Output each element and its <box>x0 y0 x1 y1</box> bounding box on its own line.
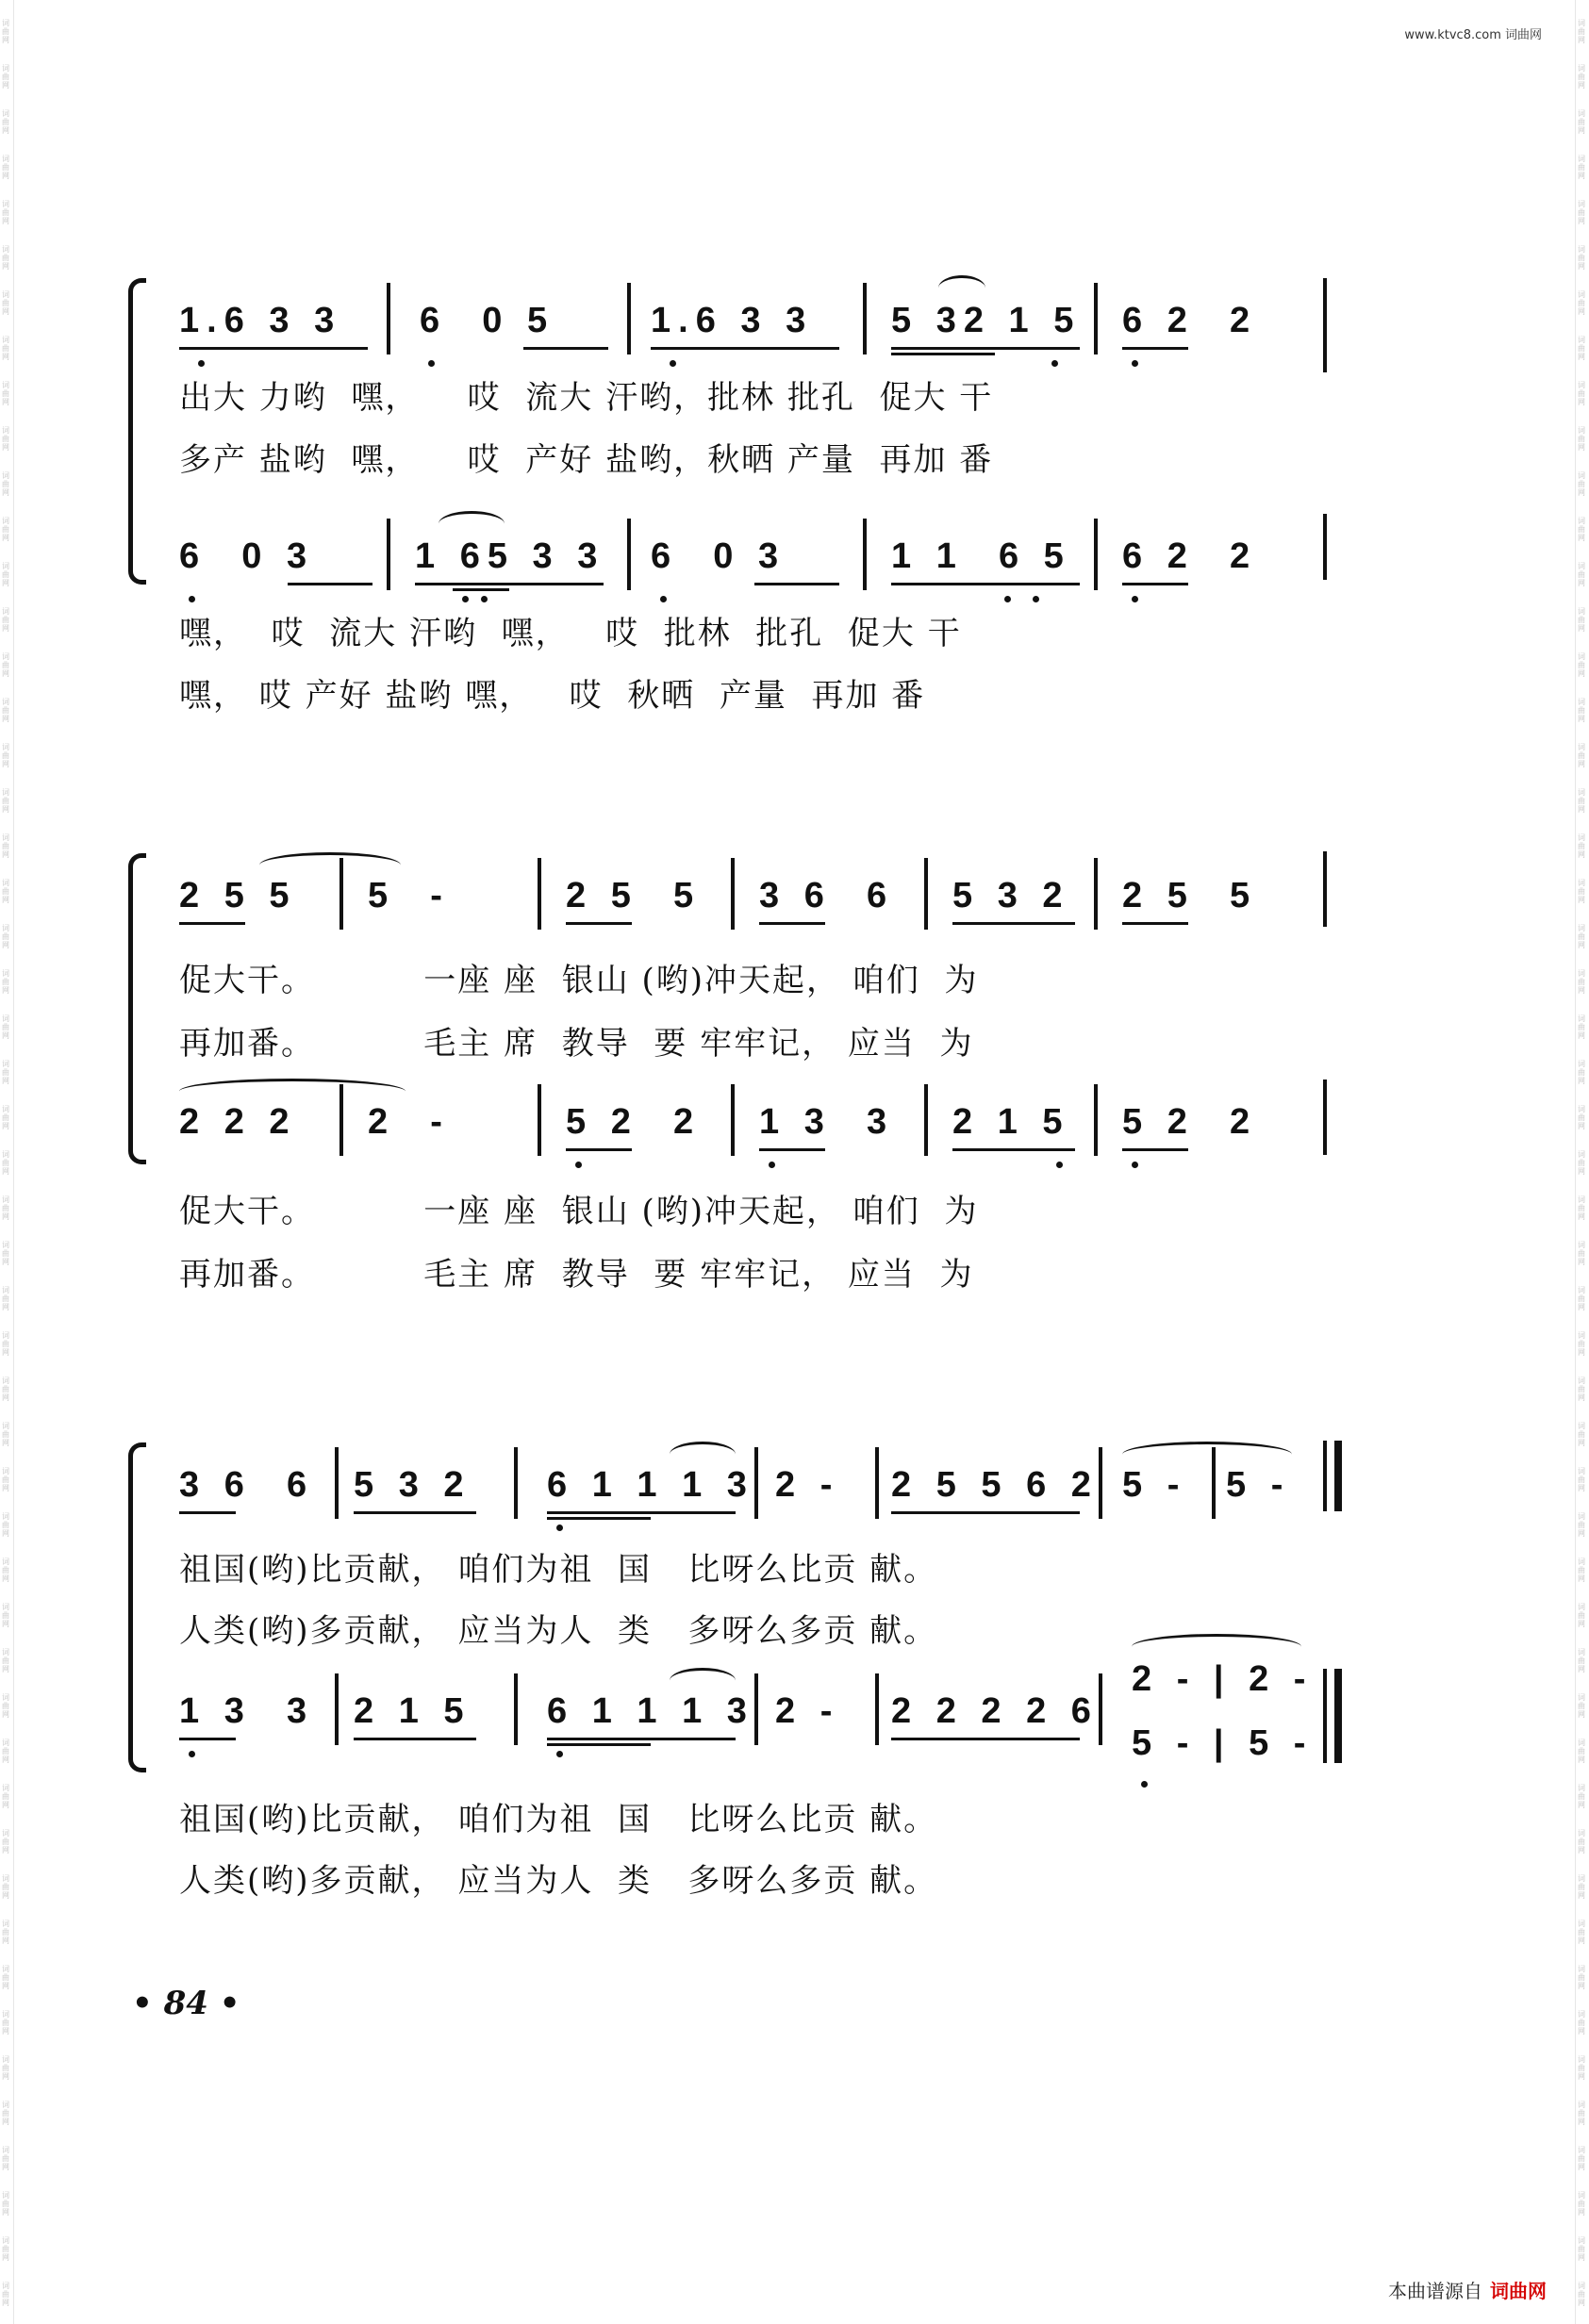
measure: 5 32 1 5 <box>891 301 1082 340</box>
beam-underline <box>566 1148 632 1151</box>
beam-underline <box>547 1517 651 1520</box>
measure: 6 2 2 <box>1122 536 1258 576</box>
source-footer <box>1388 2276 1547 2303</box>
barline <box>538 1084 541 1156</box>
watermark-text: 词曲网 <box>1578 1829 1585 1854</box>
measure: 2 1 5 <box>952 1102 1070 1142</box>
voice1-lyric-line-2: 再加番。 毛主 席 教导 要 牢牢记， 应当 为 <box>179 1025 974 1063</box>
watermark-text: 词曲网 <box>1578 1874 1585 1900</box>
lower-octave-dot <box>575 1162 582 1168</box>
watermark-text: 词曲网 <box>2 607 9 633</box>
watermark-text: 词曲网 <box>2 1829 9 1854</box>
beam-underline <box>1122 922 1188 925</box>
voice2-lyric-line-2: 人类(哟)多贡献， 应当为人 类 多呀么多贡 献。 <box>179 1862 938 1900</box>
beam-underline <box>179 347 368 350</box>
measure: 1.6 3 3 <box>179 301 342 340</box>
beam-underline <box>1122 583 1188 585</box>
voice2-lyric-line-2: 嘿， 哎 产好 盐哟 嘿， 哎 秋晒 产量 再加 番 <box>179 677 926 715</box>
barline <box>875 1673 879 1745</box>
measure: 2 1 5 <box>354 1691 472 1731</box>
watermark-text: 词曲网 <box>2 2236 9 2262</box>
beam-underline <box>547 1743 651 1746</box>
barline <box>514 1673 518 1745</box>
measure: 6 1 1 1 3 <box>547 1465 754 1505</box>
lower-octave-dot <box>1132 1162 1138 1168</box>
watermark-text: 词曲网 <box>2 517 9 542</box>
lower-octave-dot <box>1141 1781 1148 1788</box>
watermark-text: 词曲网 <box>1578 1512 1585 1538</box>
barline <box>731 1084 735 1156</box>
watermark-text: 词曲网 <box>2 2055 9 2081</box>
watermark-text: 词曲网 <box>1578 607 1585 633</box>
barline <box>514 1447 518 1519</box>
score-system-2 <box>151 825 1349 1315</box>
watermark-text: 词曲网 <box>2 290 9 316</box>
barline <box>731 858 735 930</box>
voice1-lyric-line-1: 祖国(哟)比贡献， 咱们为祖 国 比呀么比贡 献。 <box>179 1551 938 1589</box>
watermark-text: 词曲网 <box>2 1105 9 1130</box>
watermark-text: 词曲网 <box>1578 2236 1585 2262</box>
watermark-text: 词曲网 <box>1578 2146 1585 2171</box>
site-url: www.ktvc8.com 词曲网 <box>1404 28 1542 42</box>
watermark-text: 词曲网 <box>1578 2010 1585 2036</box>
watermark-text: 词曲网 <box>2 969 9 995</box>
watermark-text: 词曲网 <box>1578 2282 1585 2307</box>
beam-underline <box>1122 347 1188 350</box>
watermark-text: 词曲网 <box>2 698 9 723</box>
voice1-notation <box>151 1457 1349 1513</box>
lower-octave-dot <box>556 1751 563 1757</box>
watermark-text: 词曲网 <box>1578 1920 1585 1945</box>
beam-underline <box>566 922 632 925</box>
measure: 5 2 2 <box>1122 1102 1258 1142</box>
voice1-lyric-line-1: 出大 力哟 嘿， 哎 流大 汗哟，批林 批孔 促大 干 <box>179 379 994 417</box>
measure: 1 1 6 5 <box>891 536 1071 576</box>
beam-underline <box>523 347 608 350</box>
barline <box>754 1673 758 1745</box>
watermark-text: 词曲网 <box>2 1150 9 1176</box>
beam-underline <box>651 347 839 350</box>
lower-octave-dot <box>1051 360 1058 367</box>
voice2-lyric-line-2: 再加番。 毛主 席 教导 要 牢牢记， 应当 为 <box>179 1256 974 1294</box>
voice2-lyric-line-1: 祖国(哟)比贡献， 咱们为祖 国 比呀么比贡 献。 <box>179 1801 938 1838</box>
watermark-text: 词曲网 <box>2 381 9 406</box>
lower-octave-dot <box>1033 596 1039 602</box>
measure: 2 - <box>368 1102 450 1142</box>
measure: 3 6 6 <box>759 876 895 915</box>
beam-underline <box>754 583 839 585</box>
barline <box>863 283 867 354</box>
watermark-text: 词曲网 <box>2 1014 9 1040</box>
lower-octave-dot <box>189 596 195 602</box>
watermark-text: 词曲网 <box>2 2010 9 2036</box>
measure: 6 1 1 1 3 <box>547 1691 754 1731</box>
watermark-text: 词曲网 <box>1578 969 1585 995</box>
watermark-text: 词曲网 <box>1578 1014 1585 1040</box>
measure: 5 - <box>1226 1465 1291 1505</box>
watermark-text: 词曲网 <box>1578 1739 1585 1764</box>
beam-underline <box>1122 1148 1188 1151</box>
watermark-text: 词曲网 <box>1578 1150 1585 1176</box>
voice2-notation <box>151 1659 1349 1763</box>
beam-underline <box>891 1738 1080 1740</box>
watermark-text: 词曲网 <box>2 2101 9 2126</box>
watermark-text: 词曲网 <box>1578 109 1585 135</box>
watermark-text: 词曲网 <box>1578 652 1585 678</box>
measure: 1 3 3 <box>759 1102 895 1142</box>
watermark-text: 词曲网 <box>1578 1965 1585 1990</box>
watermark-text: 词曲网 <box>2 109 9 135</box>
source-footer-brand[interactable]: 词曲网 <box>1490 2280 1547 2302</box>
barline <box>387 283 390 354</box>
measure: 2 - <box>775 1465 840 1505</box>
measure: 2 5 5 6 2 <box>891 1465 1099 1505</box>
watermark-text: 词曲网 <box>2 2191 9 2217</box>
beam-underline <box>891 1511 1080 1514</box>
watermark-text: 词曲网 <box>2 1331 9 1357</box>
watermark-text: 词曲网 <box>2 1241 9 1266</box>
watermark-text: 词曲网 <box>2 1784 9 1809</box>
lower-octave-dot <box>556 1525 563 1531</box>
measure: 3 6 6 <box>179 1465 315 1505</box>
watermark-text: 词曲网 <box>2 1920 9 1945</box>
watermark-text: 词曲网 <box>1578 1422 1585 1447</box>
barline <box>875 1447 879 1519</box>
watermark-text: 词曲网 <box>2 336 9 361</box>
barline <box>863 519 867 590</box>
watermark-text: 词曲网 <box>2 788 9 814</box>
watermark-text: 词曲网 <box>1578 698 1585 723</box>
barline <box>335 1447 339 1519</box>
lower-octave-dot <box>1004 596 1011 602</box>
barline <box>924 1084 928 1156</box>
voice1-notation <box>151 292 1349 349</box>
measure: 6 0 3 <box>651 536 786 576</box>
barline <box>1094 283 1098 354</box>
slur <box>259 852 401 878</box>
beam-underline <box>952 922 1075 925</box>
watermark-text: 词曲网 <box>1578 517 1585 542</box>
voice2-lyric-line-1: 嘿， 哎 流大 汗哟 嘿， 哎 批林 批孔 促大 干 <box>179 615 962 652</box>
measure: 2 2 2 <box>179 1102 297 1142</box>
watermark-text: 词曲网 <box>2 1512 9 1538</box>
system-brace <box>128 1442 146 1772</box>
watermark-text: 词曲网 <box>2 64 9 90</box>
slur <box>179 1079 406 1104</box>
watermark-text: 词曲网 <box>2 743 9 768</box>
watermark-text: 词曲网 <box>2 426 9 452</box>
watermark-text: 词曲网 <box>2 1648 9 1673</box>
beam-underline <box>891 353 995 355</box>
watermark-text: 词曲网 <box>1578 879 1585 904</box>
lower-octave-dot <box>1056 1162 1063 1168</box>
barline <box>924 858 928 930</box>
watermark-text: 词曲网 <box>1578 426 1585 452</box>
slur <box>1132 1634 1301 1659</box>
watermark-text: 词曲网 <box>1578 2055 1585 2081</box>
watermark-text: 词曲网 <box>1578 743 1585 768</box>
measure: 1 65 3 3 <box>415 536 605 576</box>
lower-octave-dot <box>189 1751 195 1757</box>
watermark-text: 词曲网 <box>1578 1558 1585 1583</box>
barline <box>627 283 631 354</box>
measure: 6 0 3 <box>179 536 315 576</box>
voice2-notation <box>151 1094 1349 1150</box>
slur <box>439 511 505 536</box>
lower-octave-dot <box>198 360 205 367</box>
watermark-text: 词曲网 <box>1578 1286 1585 1311</box>
voice1-lyric-line-1: 促大干。 一座 座 银山 (哟)冲天起， 咱们 为 <box>179 962 979 999</box>
barline <box>1094 519 1098 590</box>
score-system-3 <box>151 1414 1349 1942</box>
lower-octave-dot <box>670 360 676 367</box>
voice1-lyric-line-2: 人类(哟)多贡献， 应当为人 类 多呀么多贡 献。 <box>179 1612 938 1650</box>
watermark-text: 词曲网 <box>1578 471 1585 497</box>
barline <box>1099 1673 1102 1745</box>
measure: 2 5 5 <box>566 876 702 915</box>
watermark-text: 词曲网 <box>1578 245 1585 271</box>
watermark-text: 词曲网 <box>1578 2191 1585 2217</box>
beam-underline <box>952 1148 1075 1151</box>
lower-octave-dot <box>1132 360 1138 367</box>
measure: 6 0 5 <box>420 301 555 340</box>
measure: 2 5 5 <box>1122 876 1258 915</box>
lower-octave-dot <box>769 1162 775 1168</box>
voice2-lyric-line-1: 促大干。 一座 座 银山 (哟)冲天起， 咱们 为 <box>179 1193 979 1230</box>
watermark-text: 词曲网 <box>1578 1241 1585 1266</box>
watermark-text: 词曲网 <box>1578 1195 1585 1221</box>
barline <box>1094 1084 1098 1156</box>
slur <box>670 1668 736 1693</box>
measure: 5 2 2 <box>566 1102 702 1142</box>
watermark-text: 词曲网 <box>2 1558 9 1583</box>
lower-octave-dot <box>660 596 667 602</box>
lower-octave-dot <box>462 596 469 602</box>
watermark-text: 词曲网 <box>2 200 9 225</box>
beam-underline <box>759 922 825 925</box>
beam-underline <box>453 588 509 591</box>
watermark-text: 词曲网 <box>1578 1784 1585 1809</box>
watermark-text: 词曲网 <box>1578 924 1585 949</box>
beam-underline <box>891 347 1080 350</box>
watermark-text: 词曲网 <box>1578 64 1585 90</box>
lower-octave-dot <box>428 360 435 367</box>
beam-underline <box>354 1738 476 1740</box>
barline <box>387 519 390 590</box>
watermark-text: 词曲网 <box>1578 155 1585 180</box>
voice2-notation <box>151 528 1349 585</box>
watermark-text: 词曲网 <box>2 245 9 271</box>
watermark-text: 词曲网 <box>1578 1693 1585 1719</box>
measure: 5 3 2 <box>354 1465 472 1505</box>
watermark-text: 词曲网 <box>2 562 9 587</box>
beam-underline <box>891 583 1080 585</box>
page-number: • 84 • <box>132 1985 240 2022</box>
beam-underline <box>179 922 245 925</box>
watermark-text: 词曲网 <box>1578 1060 1585 1085</box>
watermark-text: 词曲网 <box>1578 1376 1585 1402</box>
lower-octave-dot <box>1132 596 1138 602</box>
barline <box>1099 1447 1102 1519</box>
watermark-text: 词曲网 <box>2 1739 9 1764</box>
beam-underline <box>179 1738 236 1740</box>
watermark-text: 词曲网 <box>1578 562 1585 587</box>
watermark-text: 词曲网 <box>1578 19 1585 44</box>
watermark-text: 词曲网 <box>1578 336 1585 361</box>
barline <box>1094 858 1098 930</box>
watermark-text: 词曲网 <box>2 19 9 44</box>
watermark-text: 词曲网 <box>1578 833 1585 859</box>
watermark-text: 词曲网 <box>2 1376 9 1402</box>
slur <box>670 1442 736 1467</box>
watermark-text: 词曲网 <box>1578 290 1585 316</box>
measure: 2 - | 2 - <box>1132 1659 1314 1699</box>
watermark-text: 词曲网 <box>2 1965 9 1990</box>
watermark-text: 词曲网 <box>2 879 9 904</box>
voice1-notation <box>151 867 1349 924</box>
watermark-text: 词曲网 <box>1578 2101 1585 2126</box>
watermark-text: 词曲网 <box>2 1286 9 1311</box>
score-system-1 <box>151 259 1349 731</box>
watermark-text: 词曲网 <box>2 1693 9 1719</box>
watermark-text: 词曲网 <box>2 1060 9 1085</box>
watermark-text: 词曲网 <box>2 155 9 180</box>
right-watermark-strip <box>1575 0 1589 2324</box>
measure: 1 3 3 <box>179 1691 315 1731</box>
measure: 5 - <box>368 876 450 915</box>
slur <box>938 275 985 301</box>
watermark-text: 词曲网 <box>2 2282 9 2307</box>
system-brace <box>128 853 146 1164</box>
beam-underline <box>547 1738 736 1740</box>
source-footer-prefix: 本曲谱源自 <box>1388 2280 1482 2302</box>
measure: 5 3 2 <box>952 876 1070 915</box>
measure: 2 - <box>775 1691 840 1731</box>
measure: 5 - | 5 - <box>1132 1723 1314 1763</box>
barline <box>538 858 541 930</box>
watermark-text: 词曲网 <box>2 1195 9 1221</box>
watermark-text: 词曲网 <box>2 1874 9 1900</box>
watermark-text: 词曲网 <box>2 833 9 859</box>
measure: 6 2 2 <box>1122 301 1258 340</box>
beam-underline <box>179 1511 236 1514</box>
measure: 5 - <box>1122 1465 1187 1505</box>
beam-underline <box>288 583 372 585</box>
beam-underline <box>354 1511 476 1514</box>
watermark-text: 词曲网 <box>1578 1105 1585 1130</box>
left-watermark-strip <box>0 0 14 2324</box>
measure: 1.6 3 3 <box>651 301 814 340</box>
system-brace <box>128 278 146 585</box>
lower-octave-dot <box>481 596 488 602</box>
watermark-text: 词曲网 <box>2 1603 9 1628</box>
watermark-text: 词曲网 <box>2 652 9 678</box>
watermark-text: 词曲网 <box>1578 1467 1585 1492</box>
beam-underline <box>547 1511 736 1514</box>
beam-underline <box>415 583 604 585</box>
measure: 2 5 5 <box>179 876 297 915</box>
watermark-text: 词曲网 <box>2 2146 9 2171</box>
voice1-lyric-line-2: 多产 盐哟 嘿， 哎 产好 盐哟，秋晒 产量 再加 番 <box>179 441 994 479</box>
slur <box>1122 1442 1292 1467</box>
barline <box>754 1447 758 1519</box>
barline <box>627 519 631 590</box>
watermark-text: 词曲网 <box>1578 1603 1585 1628</box>
watermark-text: 词曲网 <box>2 471 9 497</box>
barline <box>335 1673 339 1745</box>
beam-underline <box>759 1148 825 1151</box>
watermark-text: 词曲网 <box>1578 1331 1585 1357</box>
measure: 2 2 2 2 6 <box>891 1691 1099 1731</box>
watermark-text: 词曲网 <box>1578 381 1585 406</box>
watermark-text: 词曲网 <box>1578 788 1585 814</box>
watermark-text: 词曲网 <box>2 924 9 949</box>
watermark-text: 词曲网 <box>2 1467 9 1492</box>
watermark-text: 词曲网 <box>1578 1648 1585 1673</box>
watermark-text: 词曲网 <box>2 1422 9 1447</box>
watermark-text: 词曲网 <box>1578 200 1585 225</box>
